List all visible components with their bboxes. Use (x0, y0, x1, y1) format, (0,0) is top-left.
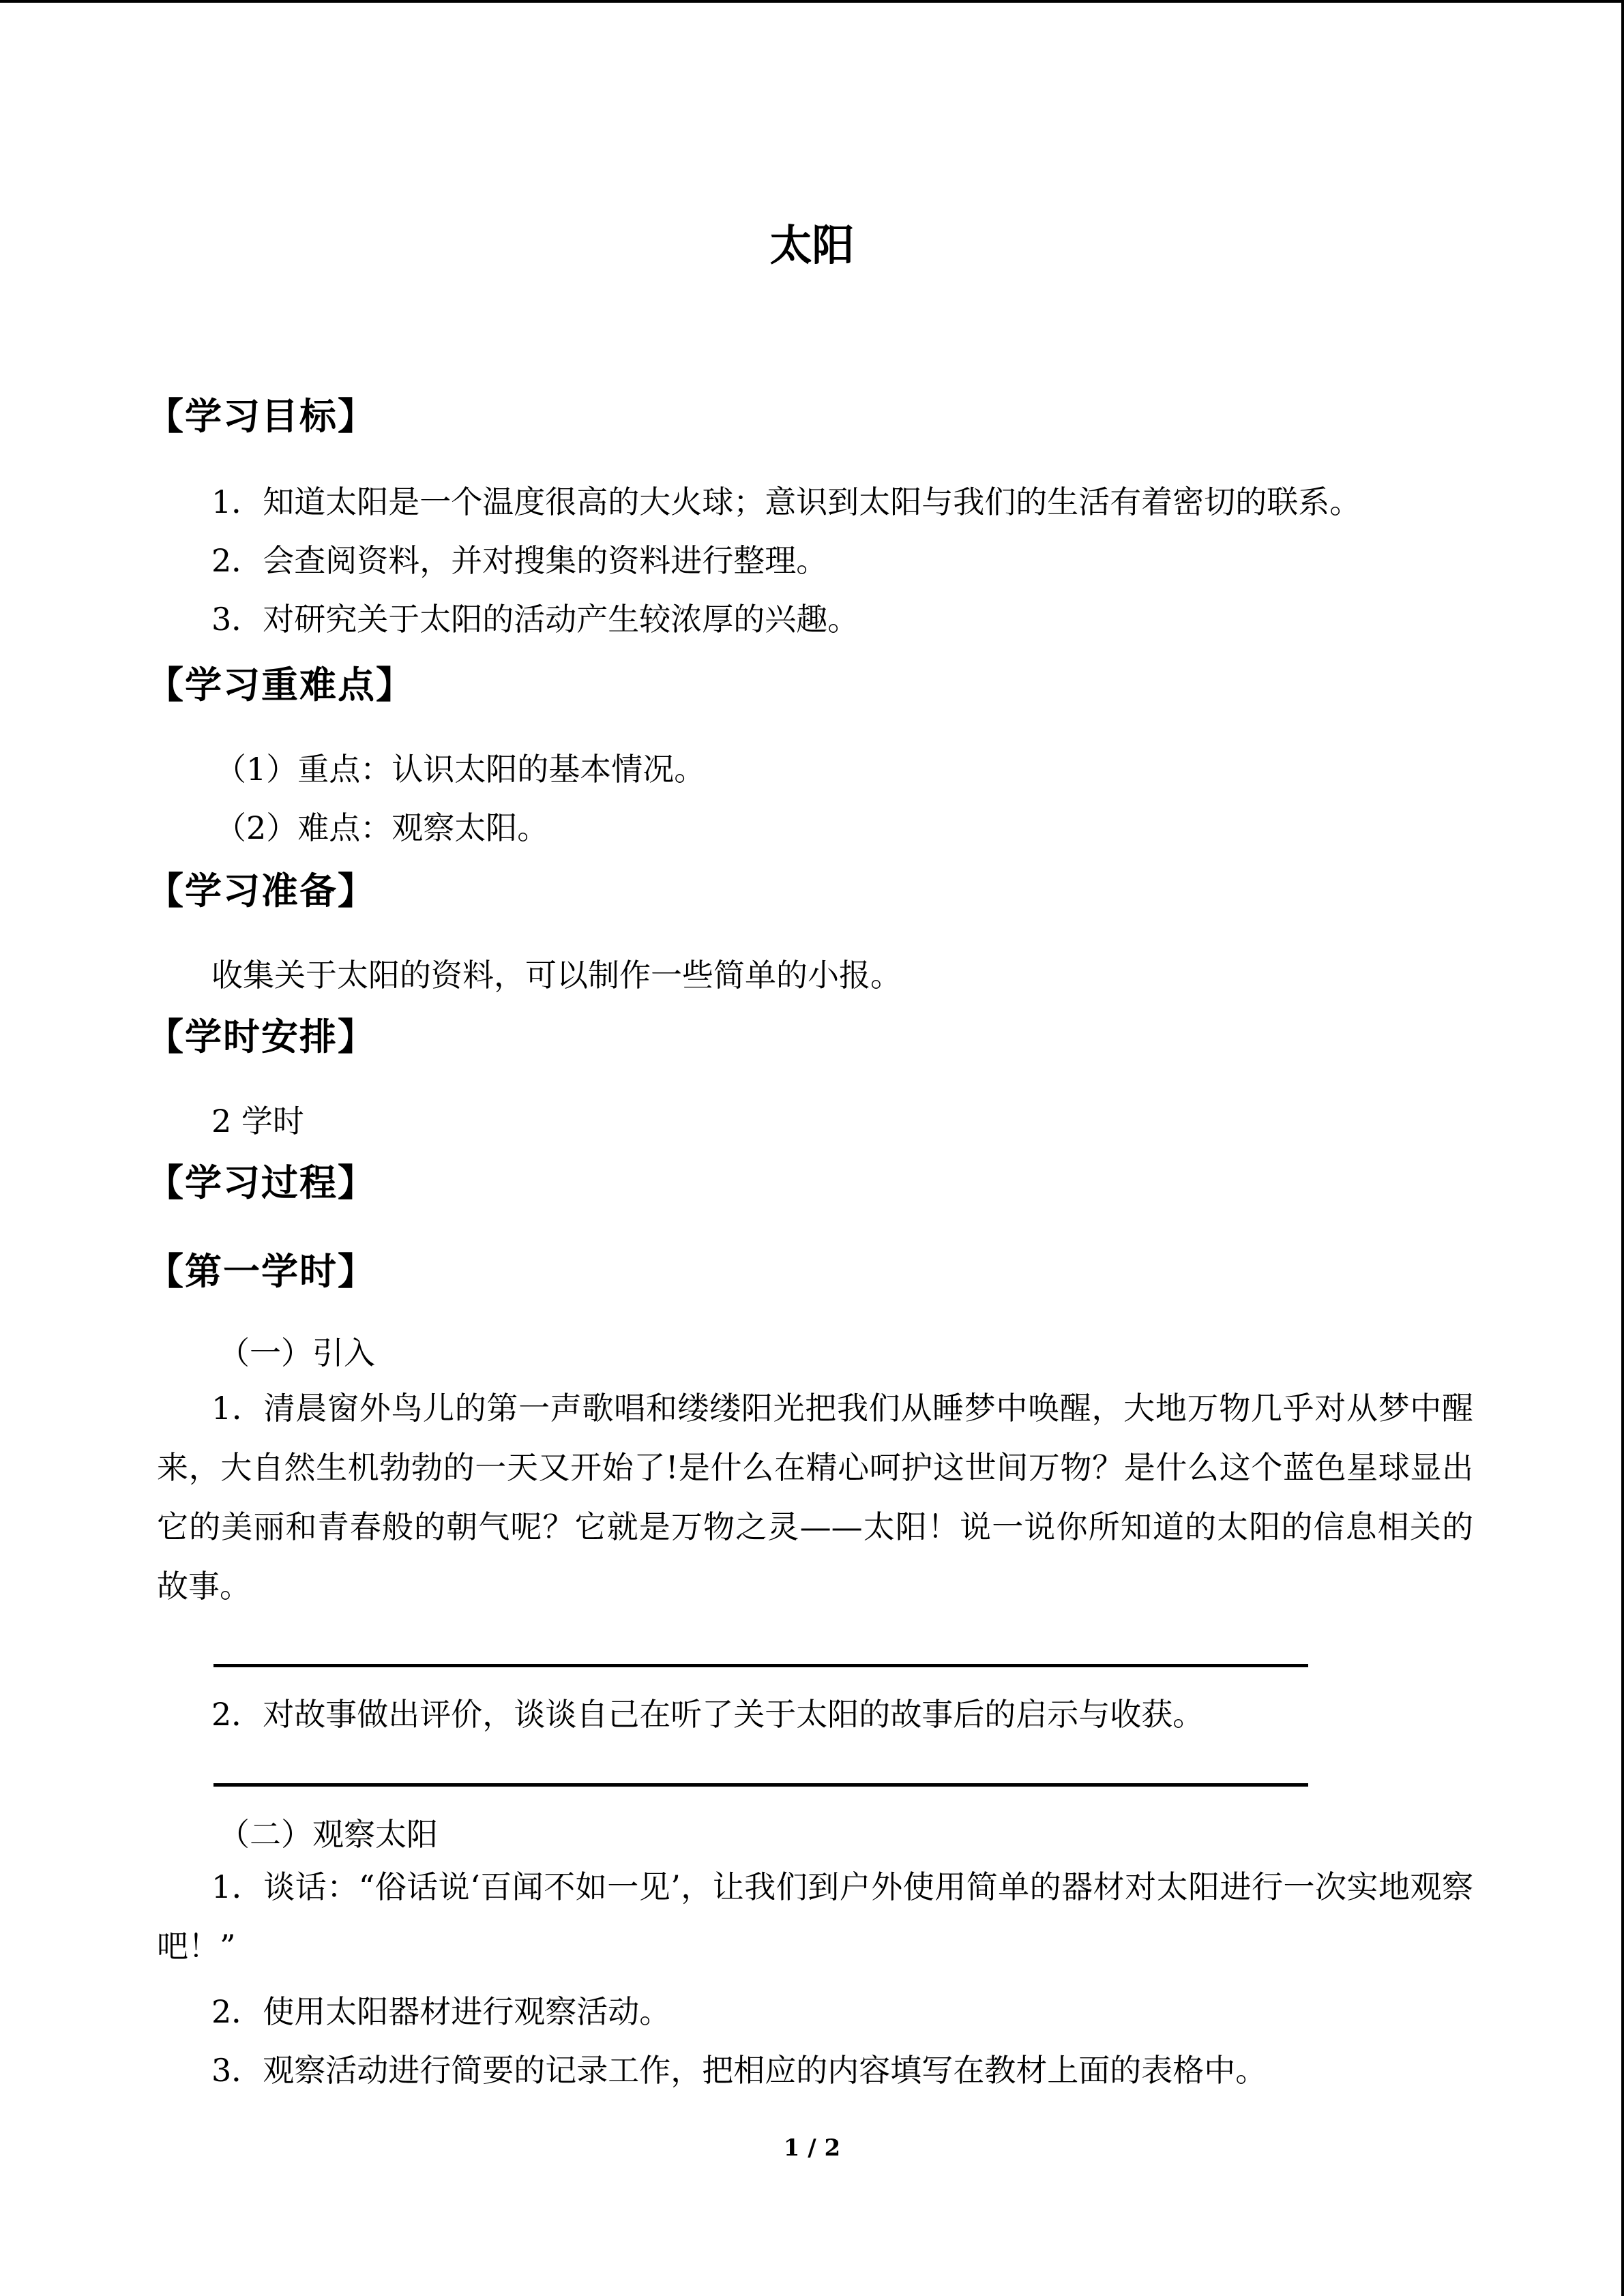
page-number: 1 / 2 (783, 2134, 841, 2162)
evaluation-item: 2．对故事做出评价，谈谈自己在听了关于太阳的故事后的启示与收获。 (211, 1696, 1205, 1733)
observe-item: 2．使用太阳器材进行观察活动。 (211, 1993, 671, 2030)
preparation-text: 收集关于太阳的资料，可以制作一些简单的小报。 (211, 957, 902, 994)
schedule-heading: 【学时安排】 (147, 1015, 376, 1058)
key-point-item: （2）难点：观察太阳。 (215, 809, 549, 846)
document-title: 太阳 (769, 220, 855, 270)
preparation-heading: 【学习准备】 (147, 869, 376, 912)
key-point-item: （1）重点：认识太阳的基本情况。 (215, 751, 706, 788)
intro-paragraph: 1．清晨窗外鸟儿的第一声歌唱和缕缕阳光把我们从睡梦中唤醒，大地万物几乎对从梦中醒来，大自然生机勃勃的一天又开始了!是什么在精心呵护这世间万物？是什么这个蓝色星球显出它的美丽和青春般的朝气呢？它就是万物之灵——太阳！说一说你所知道的太阳的信息相关的故事。 (157, 1390, 1473, 1605)
page-right-border (1621, 0, 1624, 2296)
observe-item-talk: 1．谈话：“俗话说‘百闻不如一见’，让我们到户外使用简单的器材对太阳进行一次实地观察吧！” (157, 1868, 1473, 1965)
objective-item: 1．知道太阳是一个温度很高的大火球；意识到太阳与我们的生活有着密切的联系。 (211, 483, 1361, 520)
objective-item: 2．会查阅资料，并对搜集的资料进行整理。 (211, 542, 828, 579)
intro-subheading: （一）引入 (218, 1335, 375, 1371)
page-top-border (0, 0, 1624, 3)
answer-blank-line (213, 1783, 1308, 1787)
key-points-heading: 【学习重难点】 (147, 664, 414, 706)
first-period-heading: 【第一学时】 (147, 1250, 376, 1293)
observe-item: 3．观察活动进行简要的记录工作，把相应的内容填写在教材上面的表格中。 (211, 2052, 1267, 2089)
observe-subheading: （二）观察太阳 (218, 1816, 438, 1853)
answer-blank-line (213, 1664, 1308, 1667)
objective-item: 3．对研究关于太阳的活动产生较浓厚的兴趣。 (211, 601, 859, 638)
process-heading: 【学习过程】 (147, 1161, 376, 1204)
schedule-text: 2 学时 (211, 1103, 304, 1139)
objectives-heading: 【学习目标】 (147, 395, 376, 438)
